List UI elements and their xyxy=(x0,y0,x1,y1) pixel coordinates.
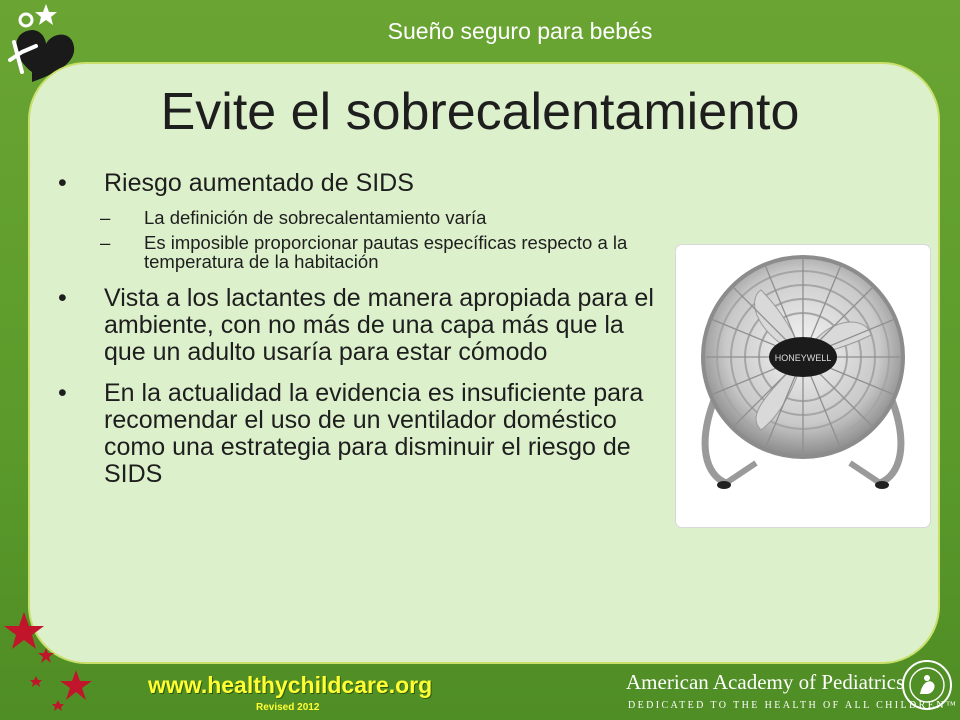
footer-url-link[interactable]: www.healthychildcare.org xyxy=(148,672,433,698)
sub-bullet-text: La definición de sobrecalentamiento varía xyxy=(144,207,487,228)
bullet-text: Riesgo aumentado de SIDS xyxy=(104,169,414,197)
sub-bullet-item xyxy=(58,233,664,271)
sub-bullet-item xyxy=(58,208,664,227)
star-decoration-icon xyxy=(0,608,120,720)
fan-brand-label: HONEYWELL xyxy=(774,353,832,363)
bullet-dot: • xyxy=(58,379,67,407)
bullet-list xyxy=(58,170,658,499)
bullet-text: En la actualidad la evidencia es insuficiente para recomendar el uso de un ventilador doméstico como una estrategia para disminuir el riesgo de SIDS xyxy=(104,379,644,488)
sub-bullet-dash: – xyxy=(100,207,111,228)
bullet-text: Vista a los lactantes de manera apropiada para el ambiente, con no más de una capa más que la que un adulto usaría para estar cómodo xyxy=(104,284,654,366)
revised-label: Revised 2012 xyxy=(256,702,320,713)
sub-bullet-text: Es imposible proporcionar pautas específicas respecto a la temperatura de la habitación xyxy=(144,232,628,272)
header-title: Sueño seguro para bebés xyxy=(387,18,653,44)
bullet-dot: • xyxy=(58,169,67,197)
bullet-item xyxy=(58,380,658,488)
org-tagline: DEDICATED TO THE HEALTH OF ALL CHILDREN™ xyxy=(628,700,959,711)
fan-photo xyxy=(676,245,930,527)
sub-bullet-dash: – xyxy=(100,232,111,253)
bullet-item xyxy=(58,285,658,366)
org-name: American Academy of Pediatrics xyxy=(626,670,905,694)
aap-seal-icon xyxy=(900,658,954,712)
bullet-dot: • xyxy=(58,284,67,312)
bullet-item xyxy=(58,170,658,197)
slide-title: Evite el sobrecalentamiento xyxy=(160,83,800,141)
